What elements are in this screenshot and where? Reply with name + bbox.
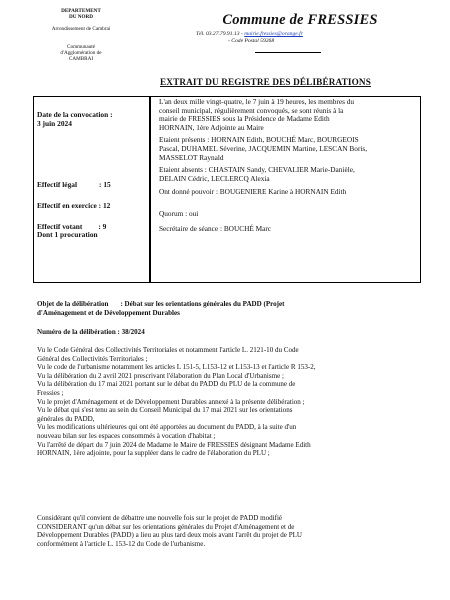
presents-line: MASSELOT Raynald xyxy=(159,152,224,162)
effectif-exercice xyxy=(37,202,147,211)
vu-line: Vu le code de l'urbanisme notamment les articles L 151-5, L153-12 et L153-13 et l'article R 153-2, xyxy=(37,363,316,372)
department-line-1: DEPARTEMENT xyxy=(61,8,101,14)
contact-line xyxy=(196,31,303,38)
procuration: Dont 1 procuration xyxy=(37,230,98,240)
absents-line: Etaient absents : CHASTAIN Sandy, CHEVALIER Marie-Danièle, xyxy=(159,165,355,175)
effectif-legal-value: : 15 xyxy=(99,180,111,189)
effectif-exercice-label: Effectif en exercice xyxy=(37,200,97,210)
secretaire-line: Secrétaire de séance : BOUCHÉ Marc xyxy=(159,223,272,233)
vu-line: générales du PADD, xyxy=(37,414,95,423)
vu-line: HORNAIN, 1ère adjointe, pour la suppléer dans le cadre de l'élaboration du PLU ; xyxy=(37,449,270,458)
postal-code: - Code Postal 59268 xyxy=(228,38,275,44)
objet-text-2: d'Aménagement et de Développement Durables xyxy=(37,309,180,317)
deliberation-number: Numéro de la délibération : 38/2024 xyxy=(37,328,145,336)
presents-line: Pascal, DUHAMEL Séverine, JACQUEMIN Martine, LESCAN Boris, xyxy=(159,143,368,153)
considerant-line: CONSIDERANT qu'un débat sur les orientations générales du Projet d'Aménagement et de xyxy=(37,522,295,531)
vu-line: Vu le projet d'Aménagement et de Développement Durables annexé à la présente délibération ; xyxy=(37,397,305,406)
intro-line: HORNAIN, 1ère Adjointe au Maire xyxy=(159,122,264,132)
considerant-line: conformément à l'article L. 153-12 du Code de l'urbanisme. xyxy=(37,539,206,548)
considerant-line: Développement Durables (PADD) a lieu au plus tard deux mois avant l'arrêt du projet de PLU xyxy=(37,531,303,540)
arrondissement: Arrondissement de Cambrai xyxy=(51,26,111,32)
effectifs-block xyxy=(37,181,147,240)
communaute-line-2: d'Agglomération de xyxy=(60,50,102,56)
objet-line-1 xyxy=(37,300,284,309)
convocation-date: 3 juin 2024 xyxy=(37,118,72,128)
communaute-line-3: CAMBRAI xyxy=(68,56,94,62)
vu-section xyxy=(37,346,415,458)
considerant-section xyxy=(37,514,415,548)
effectif-legal-label: Effectif légal xyxy=(37,180,78,189)
effectif-legal xyxy=(37,181,147,190)
department-block xyxy=(36,8,126,62)
objet-label: Objet de la délibération xyxy=(37,300,109,308)
considerant-line: Considérant qu'il convient de débattre une nouvelle fois sur le projet de PADD modifié xyxy=(37,514,283,522)
effectif-exercice-value: : 12 xyxy=(98,200,111,210)
email-link[interactable]: mairie.fressies@orange.fr xyxy=(244,31,303,37)
objet-text-1: : Débat sur les orientations générales du PADD (Projet xyxy=(120,300,285,308)
vu-line: Vu la délibération du 2 avril 2021 prescrivant l'élaboration du Plan Local d'Urbanisme ; xyxy=(37,371,284,380)
commune-title: Commune de FRESSIES xyxy=(222,12,378,28)
pouvoir-line: Ont donné pouvoir : BOUGENIERE Karine à HORNAIN Edith xyxy=(159,187,347,197)
vu-line: Fressies ; xyxy=(37,388,64,397)
department-line-2: DU NORD xyxy=(68,14,94,20)
left-column xyxy=(37,111,147,129)
communaute-line-1: Communauté xyxy=(67,44,95,50)
convocation-label: Date de la convocation : xyxy=(37,110,113,119)
effectif-votant-value: : 9 xyxy=(98,221,107,231)
right-column xyxy=(159,98,417,233)
absents-line: DELAIN Cédric, LECLERCQ Alexia xyxy=(159,173,270,183)
vu-line: Vu la délibération du 17 mai 2021 portant sur le débat du PADD du PLU de la commune de xyxy=(37,380,296,389)
intro-line: L'an deux mille vingt-quatre, le 7 juin à 19 heures, les membres du xyxy=(159,97,355,106)
vu-line: Général des Collectivités Territoriales ; xyxy=(37,354,148,363)
vu-line: Vu le débat qui s'est tenu au sein du Conseil Municipal du 17 mai 2021 sur les orientations xyxy=(37,406,293,415)
intro-line: conseil municipal, régulièrement convoqués, se sont réunis à la xyxy=(159,105,344,115)
vu-line: nouveau bilan sur les espaces consommés à vocation d'habitat ; xyxy=(37,431,216,440)
vu-line: Vu les modifications ultérieures qui ont été apportées au document du PADD, à la suite d'un xyxy=(37,423,297,432)
phone-number: Tél. 03.27.79.91.13 - xyxy=(196,31,243,37)
intro-line: mairie de FRESSIES sous la Présidence de Madame Edith xyxy=(159,114,330,124)
effectif-votant-label: Effectif votant xyxy=(37,221,83,231)
quorum-line: Quorum : oui xyxy=(159,208,199,218)
vu-line: Vu l'arrêté de départ du 7 juin 2024 de Madame le Maire de FRESSIES désignant Madame Edith xyxy=(37,440,311,449)
vu-line: Vu le Code Général des Collectivités Territoriales et notamment l'article L. 2121-10 du Code xyxy=(37,346,299,354)
header-rule xyxy=(255,52,321,53)
extrait-title: EXTRAIT DU REGISTRE DES DÉLIBÉRATIONS xyxy=(160,77,371,87)
presents-line: Etaient présents : HORNAIN Edith, BOUCHÉ Marc, BOURGEOIS xyxy=(159,135,359,145)
